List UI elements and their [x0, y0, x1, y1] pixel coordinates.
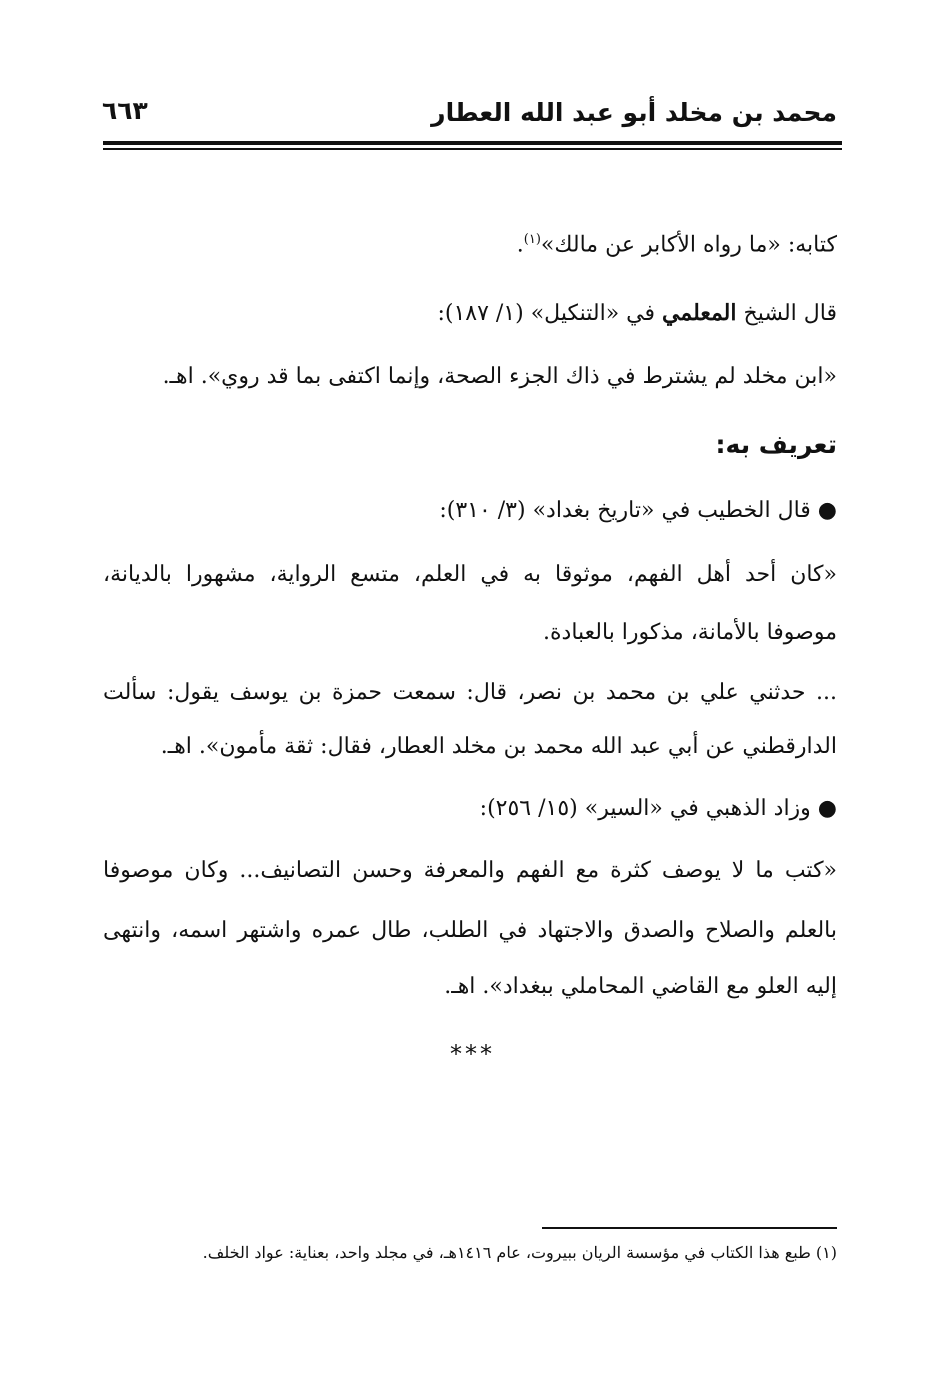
paragraph-line-8: ... حدثني علي بن محمد بن نصر، قال: سمعت حمزة بن يوسف يقول: سألت — [103, 680, 837, 705]
paragraph-line-12: بالعلم والصلاح والصدق والاجتهاد في الطلب، طال عمره واشتهر اسمه، وانتهى — [103, 918, 837, 943]
paragraph-line-10: ● وزاد الذهبي في «السير» (١٥/ ٢٥٦): — [479, 796, 837, 821]
paragraph-line-1 — [517, 232, 837, 259]
section-heading: تعريف به: — [715, 430, 837, 459]
paragraph-line-3: «ابن مخلد لم يشترط في ذاك الجزء الصحة، وإنما اكتفى بما قد روي». اهـ. — [162, 364, 837, 389]
page-number: ٦٦٣ — [102, 96, 148, 125]
quote-intro-pre: قال الشيخ — [736, 301, 837, 326]
paragraph-line-6: «كان أحد أهل الفهم، موثوقا به في العلم، متسع الرواية، مشهورا بالديانة، — [103, 562, 837, 587]
footnote-text: (١) طبع هذا الكتاب في مؤسسة الريان ببيروت، عام ١٤١٦هـ، في مجلد واحد، بعناية: عواد الخلف. — [202, 1243, 837, 1262]
running-header-title: محمد بن مخلد أبو عبد الله العطار — [431, 98, 837, 127]
quote-intro-name: المعلمي — [662, 300, 737, 326]
footnote-marker: (١) — [523, 232, 541, 247]
paragraph-line-11: «كتب ما لا يوصف كثرة مع الفهم والمعرفة وحسن التصانيف... وكان موصوفا — [103, 858, 837, 883]
paragraph-line-2 — [437, 300, 837, 327]
book-title-text: كتابه: «ما رواه الأكابر عن مالك» — [540, 232, 837, 258]
paragraph-line-13: إليه العلو مع القاضي المحاملي ببغداد». اهـ. — [444, 974, 837, 999]
header-rule-thick — [103, 141, 842, 145]
paragraph-line-9: الدارقطني عن أبي عبد الله محمد بن مخلد العطار، فقال: ثقة مأمون». اهـ. — [160, 734, 837, 759]
section-separator: *** — [450, 1040, 495, 1068]
footnote-rule — [542, 1227, 837, 1229]
paragraph-line-5: ● قال الخطيب في «تاريخ بغداد» (٣/ ٣١٠): — [439, 498, 837, 523]
paragraph-line-7: موصوفا بالأمانة، مذكورا بالعبادة. — [543, 620, 837, 645]
quote-intro-post: في «التنكيل» (١/ ١٨٧): — [437, 301, 663, 326]
line-end-period: . — [516, 232, 524, 258]
header-rule-thin — [103, 148, 842, 150]
